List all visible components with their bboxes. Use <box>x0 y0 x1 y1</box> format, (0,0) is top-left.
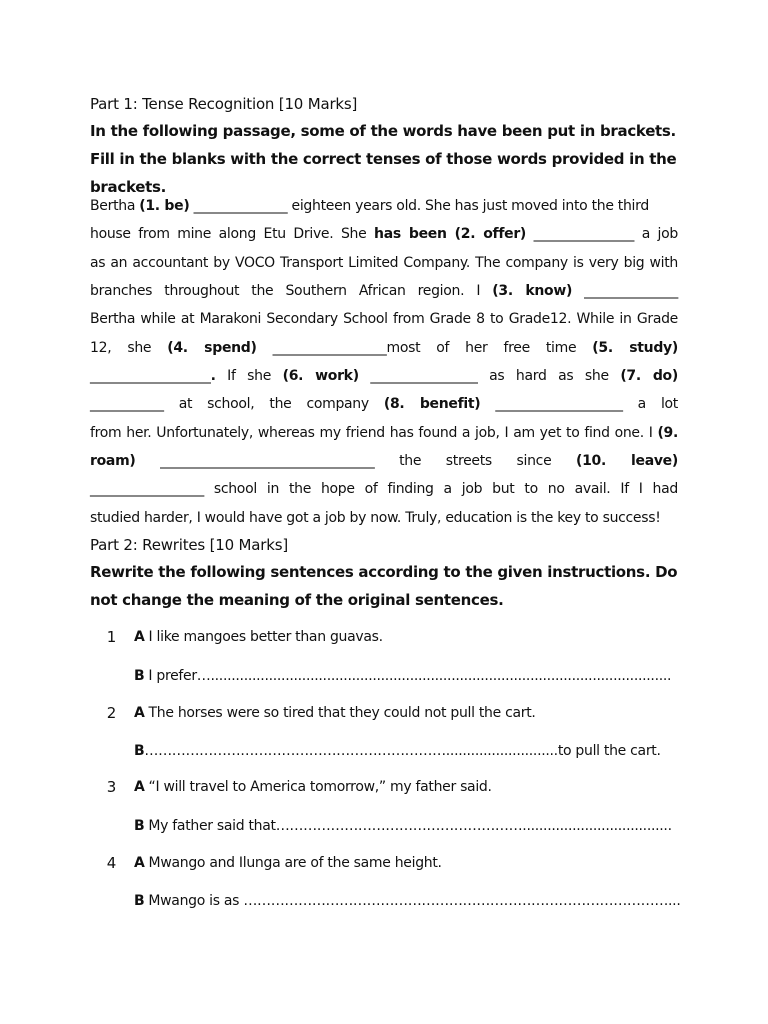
bracket-prompt: (7. do) <box>620 368 678 385</box>
option-b-label: B <box>134 893 145 909</box>
question-number: 1 <box>106 628 116 646</box>
bracket-prompt: (4. spend) <box>167 339 257 356</box>
passage-text: house from mine along Etu Drive. She <box>90 226 375 243</box>
option-a-text: “I will travel to America tomorrow,” my father said. <box>148 779 492 795</box>
passage-text: _______________ a job <box>526 226 678 243</box>
question-number: 2 <box>106 704 116 722</box>
passage-line <box>90 192 678 220</box>
passage-line <box>90 390 678 418</box>
question-1-a <box>100 627 383 647</box>
passage-text: ________________ as hard as she <box>358 368 621 385</box>
answer-line[interactable]: My father said that……………………………………………….................................... <box>148 818 672 834</box>
question-2-a <box>100 703 536 723</box>
option-a-label: A <box>134 629 145 645</box>
passage-line <box>90 334 678 362</box>
passage <box>90 192 678 532</box>
option-b-label: B <box>134 743 145 759</box>
passage-text: branches throughout the Southern African region. I <box>90 283 493 300</box>
passage-text: ______________ eighteen years old. She has just moved into the third <box>189 198 649 214</box>
question-1-b[interactable] <box>134 666 671 686</box>
passage-line <box>90 277 678 305</box>
bracket-prompt: has been (2. offer) <box>374 226 527 243</box>
answer-line[interactable]: I prefer…............................................................................................................... <box>148 668 672 684</box>
option-a-text: I like mangoes better than guavas. <box>148 629 383 645</box>
option-a-text: The horses were so tired that they could not pull the cart. <box>148 705 536 721</box>
bracket-prompt: roam) <box>90 453 136 470</box>
passage-line <box>90 475 678 503</box>
bracket-prompt: (6. work) <box>282 368 359 385</box>
passage-text: ________________________________ the streets since <box>135 453 576 470</box>
question-2-b[interactable] <box>134 741 661 761</box>
answer-line[interactable]: …………………………………………………………...........................to pull the cart. <box>144 743 661 759</box>
question-number: 4 <box>106 854 116 872</box>
answer-line[interactable]: Mwango is as …………………………………………………………………………………... <box>148 893 681 909</box>
option-b-label: B <box>134 818 145 834</box>
passage-text: studied harder, I would have got a job by now. Truly, education is the key to success! <box>90 509 661 526</box>
option-b-label: B <box>134 668 145 684</box>
option-a-text: Mwango and Ilunga are of the same height. <box>148 855 442 871</box>
question-3-a <box>100 777 492 797</box>
passage-line <box>90 220 678 248</box>
bracket-prompt: (1. be) <box>139 198 190 214</box>
question-3-b[interactable] <box>134 816 672 836</box>
passage-line <box>90 362 678 390</box>
passage-line <box>90 419 678 447</box>
passage-line <box>90 305 678 333</box>
part1-instruction: In the following passage, some of the words have been put in brackets. Fill in the blanks with the correct tenses of those words provided in the brackets. <box>90 122 677 196</box>
bracket-prompt: (9. <box>657 424 678 441</box>
passage-text: from her. Unfortunately, whereas my friend has found a job, I am yet to find one. I <box>90 424 658 441</box>
passage-text: Bertha while at Marakoni Secondary School from Grade 8 to Grade12. While in Grade <box>90 311 678 328</box>
question-number: 3 <box>106 778 116 796</box>
part2-title: Part 2: Rewrites [10 Marks] <box>90 536 288 554</box>
passage-line <box>90 504 678 532</box>
passage-text: ___________________ a lot <box>480 396 679 413</box>
question-4-b[interactable] <box>134 891 680 911</box>
passage-text: __________________ <box>90 368 211 385</box>
passage-line <box>90 447 678 475</box>
part2-instruction: Rewrite the following sentences according to the given instructions. Do not change the meaning of the original sentences. <box>90 563 678 609</box>
passage-text: as an accountant by VOCO Transport Limited Company. The company is very big with <box>90 254 678 271</box>
passage-text: ______________ <box>572 283 678 300</box>
option-a-label: A <box>134 855 145 871</box>
passage-text: If she <box>215 368 283 385</box>
bracket-prompt: . <box>210 368 216 385</box>
passage-text: 12, she <box>90 339 168 356</box>
bracket-prompt: (8. benefit) <box>383 396 481 413</box>
bracket-prompt: (10. leave) <box>575 453 678 470</box>
passage-text: ___________ at school, the company <box>90 396 384 413</box>
bracket-prompt: (5. study) <box>592 339 678 356</box>
option-a-label: A <box>134 705 145 721</box>
bracket-prompt: (3. know) <box>492 283 573 300</box>
passage-text: _________________most of her free time <box>256 339 593 356</box>
passage-line <box>90 249 678 277</box>
passage-text: _________________ school in the hope of finding a job but to no avail. If I had <box>90 481 678 498</box>
option-a-label: A <box>134 779 145 795</box>
part1-title: Part 1: Tense Recognition [10 Marks] <box>90 95 358 113</box>
passage-text: Bertha <box>90 198 140 214</box>
question-4-a <box>100 853 442 873</box>
